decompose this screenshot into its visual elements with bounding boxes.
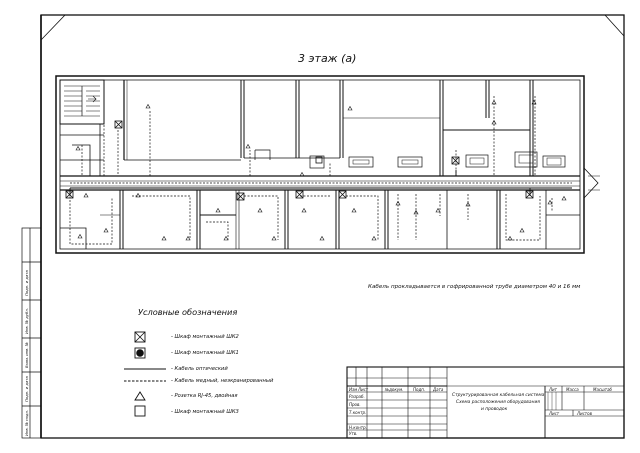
- tb-row-tech-control: Т.контр.: [349, 410, 367, 415]
- tb-sheets-label: Листов: [577, 411, 592, 416]
- tb-header-sign: Подп.: [413, 387, 426, 392]
- plan-sockets: [76, 101, 566, 241]
- cabinet-shk2-symbol: [135, 332, 145, 342]
- tb-col-lit: Лит: [549, 387, 557, 392]
- legend-label-copper-cable: - Кабель медный, неэкранированный: [171, 378, 274, 384]
- tb-description-line-3: и проводок: [481, 407, 508, 412]
- legend-label-optical-cable: - Кабель оптический: [171, 366, 228, 372]
- tb-header-list: Лист: [358, 387, 369, 392]
- tb-header-docnum: №докум.: [385, 387, 404, 392]
- tb-row-checker: Пров.: [349, 402, 361, 407]
- floor-title: 3 этаж (а): [298, 52, 357, 65]
- side-stamp-sign-date-2: Подп. и дата: [24, 270, 29, 296]
- tb-header-izm: Изм: [349, 387, 358, 392]
- legend-label-socket: - Розетка RJ-45, двойная: [171, 393, 238, 399]
- tb-description-line-1: Структурированная кабельная система: [452, 393, 545, 398]
- cable-note: Кабель прокладывается в гофрированной трубе диаметром 40 и 16 мм: [368, 284, 581, 290]
- tb-description-line-2: Схема расположения оборудования: [456, 400, 540, 405]
- side-stamp-inv-duplicate: Инв. № дубл.: [24, 308, 29, 334]
- tb-col-scale: Масштаб: [593, 387, 613, 392]
- tb-header-date: Дата: [433, 387, 444, 392]
- legend-label-cabinet-shk1: - Шкаф монтажный ШК1: [171, 350, 239, 356]
- legend-title: Условные обозначения: [138, 307, 238, 317]
- sheet-frame: [41, 15, 624, 438]
- cabinet-shk1-symbol: [135, 348, 145, 358]
- tb-sheet-label: Лист: [549, 411, 560, 416]
- side-stamp-inv-original: Инв. № подл.: [24, 409, 29, 436]
- tb-row-norm-control: Н.контр.: [349, 425, 367, 430]
- socket-symbol: [135, 392, 145, 400]
- side-stamp-replace-inv: Взам. инв. №: [24, 342, 29, 368]
- legend-label-cabinet-shk2: - Шкаф монтажный ШК2: [171, 334, 239, 340]
- tb-row-developer: Разраб.: [349, 394, 365, 399]
- legend-symbols: [124, 332, 166, 416]
- legend-label-cabinet-shk3: - Шкаф монтажный ШК3: [171, 409, 239, 415]
- floor-plan: [56, 76, 600, 253]
- side-stamp-sign-date-1: Подп. и дата: [24, 376, 29, 402]
- cabinet-shk3-symbol: [135, 406, 145, 416]
- tb-col-mass: Масса: [566, 387, 579, 392]
- tb-row-approved: Утв.: [349, 431, 358, 436]
